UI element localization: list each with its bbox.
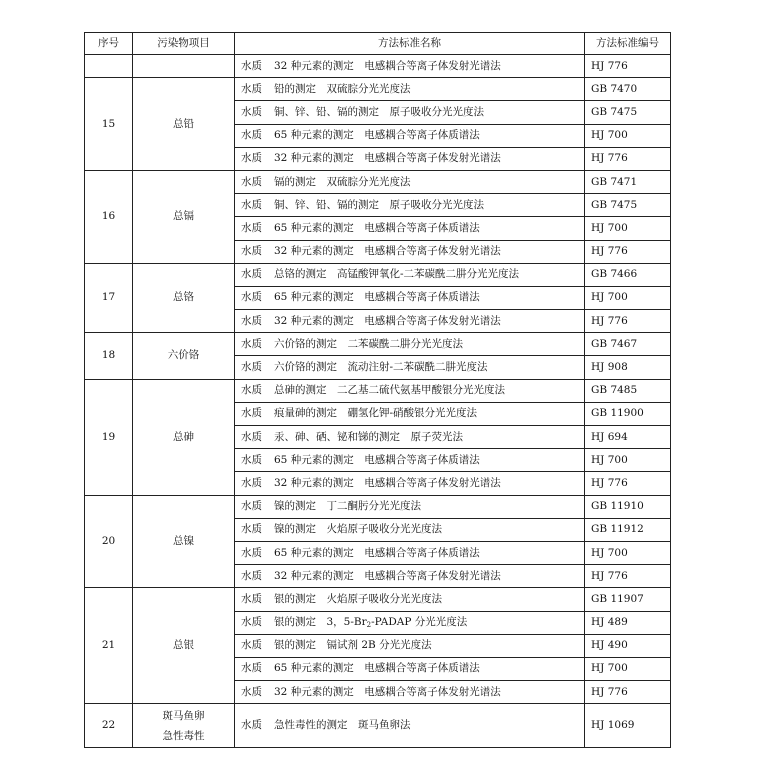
- method-name-text: 铜、锌、铅、镉的测定 原子吸收分光光度法: [274, 105, 484, 118]
- method-code-cell: HJ 776: [585, 240, 671, 263]
- method-name-cell: [235, 310, 585, 333]
- method-code-cell: HJ 776: [585, 472, 671, 495]
- method-category: 水质: [241, 639, 262, 652]
- method-name-cell: [235, 565, 585, 588]
- method-category: 水质: [241, 175, 262, 188]
- method-category: 水质: [241, 662, 262, 675]
- method-name-text: 32 种元素的测定 电感耦合等离子体发射光谱法: [274, 476, 501, 489]
- method-name-cell: [235, 541, 585, 564]
- method-name-text: 32 种元素的测定 电感耦合等离子体发射光谱法: [274, 59, 501, 72]
- method-name-cell: [235, 240, 585, 263]
- pollutant-cell: 总铬: [133, 263, 235, 333]
- method-code-cell: GB 7466: [585, 263, 671, 286]
- method-name-text: 32 种元素的测定 电感耦合等离子体发射光谱法: [274, 314, 501, 327]
- header-seq: 序号: [85, 33, 133, 55]
- method-name-text: 65 种元素的测定 电感耦合等离子体质谱法: [274, 662, 480, 675]
- method-name-text: 65 种元素的测定 电感耦合等离子体质谱法: [274, 546, 480, 559]
- method-name-text: 32 种元素的测定 电感耦合等离子体发射光谱法: [274, 245, 501, 258]
- method-name-cell: [235, 518, 585, 541]
- method-code-cell: GB 11912: [585, 518, 671, 541]
- method-name-text: -PADAP 分光光度法: [371, 616, 468, 629]
- method-code-cell: HJ 489: [585, 611, 671, 634]
- method-name-cell: [235, 379, 585, 402]
- method-name-text: 65 种元素的测定 电感耦合等离子体质谱法: [274, 453, 480, 466]
- table-row: [85, 379, 671, 402]
- method-code-cell: HJ 776: [585, 147, 671, 170]
- seq-cell: 15: [85, 78, 133, 171]
- method-name-cell: [235, 704, 585, 748]
- method-code-cell: GB 11910: [585, 495, 671, 518]
- header-row: [85, 33, 671, 55]
- pollutant-cell: 总砷: [133, 379, 235, 495]
- seq-cell: 16: [85, 170, 133, 263]
- method-code-cell: GB 11907: [585, 588, 671, 611]
- method-name-text: 镍的测定 火焰原子吸收分光光度法: [274, 523, 442, 536]
- method-name-text: 六价铬的测定 二苯碳酰二肼分光光度法: [274, 337, 463, 350]
- method-category: 水质: [241, 245, 262, 258]
- method-name-cell: [235, 495, 585, 518]
- method-code-cell: GB 7471: [585, 170, 671, 193]
- method-name-text: 总铬的测定 高锰酸钾氧化-二苯碳酰二肼分光光度法: [274, 268, 520, 281]
- method-category: 水质: [241, 453, 262, 466]
- method-name-cell: [235, 657, 585, 680]
- method-name-cell: [235, 263, 585, 286]
- method-code-cell: HJ 700: [585, 286, 671, 309]
- method-category: 水质: [241, 82, 262, 95]
- method-category: 水质: [241, 105, 262, 118]
- seq-cell: 21: [85, 588, 133, 704]
- pollutant-cell: [133, 55, 235, 78]
- method-category: 水质: [241, 59, 262, 72]
- method-code-cell: HJ 776: [585, 310, 671, 333]
- method-name-text: 铅的测定 双硫腙分光光度法: [274, 82, 411, 95]
- method-code-cell: GB 7470: [585, 78, 671, 101]
- method-name-text: 急性毒性的测定 斑马鱼卵法: [274, 719, 411, 732]
- method-category: 水质: [241, 476, 262, 489]
- table-row: [85, 263, 671, 286]
- header-pollutant: 污染物项目: [133, 33, 235, 55]
- method-category: 水质: [241, 592, 262, 605]
- method-code-cell: HJ 908: [585, 356, 671, 379]
- method-name-text: 32 种元素的测定 电感耦合等离子体发射光谱法: [274, 152, 501, 165]
- method-code-cell: HJ 1069: [585, 704, 671, 748]
- method-name-cell: [235, 333, 585, 356]
- method-standards-table: [84, 32, 671, 748]
- method-name-text: 镉的测定 双硫腙分光光度法: [274, 175, 411, 188]
- seq-cell: 22: [85, 704, 133, 748]
- method-code-cell: HJ 776: [585, 681, 671, 704]
- method-name-cell: [235, 217, 585, 240]
- method-category: 水质: [241, 361, 262, 374]
- method-name-text: 汞、砷、硒、铋和锑的测定 原子荧光法: [274, 430, 463, 443]
- method-category: 水质: [241, 314, 262, 327]
- method-name-cell: [235, 286, 585, 309]
- table-row: [85, 333, 671, 356]
- header-method-code: 方法标准编号: [585, 33, 671, 55]
- pollutant-cell: 总铅: [133, 78, 235, 171]
- method-name-cell: [235, 681, 585, 704]
- pollutant-line: 斑马鱼卵: [162, 709, 205, 722]
- method-category: 水质: [241, 407, 262, 420]
- method-name-cell: [235, 170, 585, 193]
- method-category: 水质: [241, 523, 262, 536]
- method-name-cell: [235, 55, 585, 78]
- pollutant-cell: 总银: [133, 588, 235, 704]
- method-name-text: 银的测定 3，5-Br: [274, 616, 367, 629]
- method-name-cell: [235, 449, 585, 472]
- method-name-text: 32 种元素的测定 电感耦合等离子体发射光谱法: [274, 569, 501, 582]
- method-category: 水质: [241, 719, 262, 732]
- method-name-cell: [235, 147, 585, 170]
- method-name-cell: [235, 101, 585, 124]
- table-row: [85, 588, 671, 611]
- method-name-cell: [235, 402, 585, 425]
- seq-cell: 18: [85, 333, 133, 379]
- method-code-cell: HJ 700: [585, 449, 671, 472]
- table-body: [85, 55, 671, 748]
- method-category: 水质: [241, 430, 262, 443]
- method-category: 水质: [241, 500, 262, 513]
- method-category: 水质: [241, 546, 262, 559]
- pollutant-line: 急性毒性: [162, 729, 205, 742]
- method-code-cell: HJ 776: [585, 565, 671, 588]
- pollutant-cell: [133, 704, 235, 748]
- method-code-cell: GB 7467: [585, 333, 671, 356]
- method-name-text: 六价铬的测定 流动注射-二苯碳酰二肼光度法: [274, 361, 488, 374]
- table-row: [85, 78, 671, 101]
- method-name-subscript: 2: [366, 621, 372, 630]
- method-category: 水质: [241, 268, 262, 281]
- method-name-cell: [235, 588, 585, 611]
- method-code-cell: HJ 700: [585, 541, 671, 564]
- method-name-cell: [235, 124, 585, 147]
- method-category: 水质: [241, 685, 262, 698]
- method-name-text: 32 种元素的测定 电感耦合等离子体发射光谱法: [274, 685, 501, 698]
- method-name-cell: [235, 356, 585, 379]
- method-code-cell: HJ 700: [585, 217, 671, 240]
- method-code-cell: HJ 694: [585, 426, 671, 449]
- method-name-text: 镍的测定 丁二酮肟分光光度法: [274, 500, 421, 513]
- pollutant-cell: 总镍: [133, 495, 235, 588]
- method-category: 水质: [241, 291, 262, 304]
- seq-cell: 19: [85, 379, 133, 495]
- method-code-cell: HJ 776: [585, 55, 671, 78]
- method-name-cell: [235, 634, 585, 657]
- header-method-name: 方法标准名称: [235, 33, 585, 55]
- table-row: [85, 55, 671, 78]
- method-code-cell: GB 7485: [585, 379, 671, 402]
- method-category: 水质: [241, 129, 262, 142]
- method-category: 水质: [241, 616, 262, 629]
- table-row: [85, 704, 671, 748]
- seq-cell: [85, 55, 133, 78]
- method-code-cell: GB 11900: [585, 402, 671, 425]
- seq-cell: 17: [85, 263, 133, 333]
- method-category: 水质: [241, 337, 262, 350]
- method-category: 水质: [241, 384, 262, 397]
- table-row: [85, 170, 671, 193]
- method-name-cell: [235, 78, 585, 101]
- method-name-cell: [235, 611, 585, 634]
- method-name-cell: [235, 426, 585, 449]
- pollutant-cell: 六价铬: [133, 333, 235, 379]
- method-name-cell: [235, 194, 585, 217]
- method-code-cell: HJ 700: [585, 124, 671, 147]
- method-category: 水质: [241, 152, 262, 165]
- method-name-text: 铜、锌、铅、镉的测定 原子吸收分光光度法: [274, 198, 484, 211]
- method-code-cell: HJ 700: [585, 657, 671, 680]
- method-name-cell: [235, 472, 585, 495]
- method-code-cell: GB 7475: [585, 194, 671, 217]
- method-name-text: 痕量砷的测定 硼氢化钾-硝酸银分光光度法: [274, 407, 478, 420]
- method-category: 水质: [241, 198, 262, 211]
- seq-cell: 20: [85, 495, 133, 588]
- method-name-text: 65 种元素的测定 电感耦合等离子体质谱法: [274, 291, 480, 304]
- table-row: [85, 495, 671, 518]
- method-code-cell: HJ 490: [585, 634, 671, 657]
- pollutant-cell: 总镉: [133, 170, 235, 263]
- method-name-text: 银的测定 火焰原子吸收分光光度法: [274, 592, 442, 605]
- method-name-text: 总砷的测定 二乙基二硫代氨基甲酸银分光光度法: [274, 384, 505, 397]
- method-code-cell: GB 7475: [585, 101, 671, 124]
- method-name-text: 银的测定 镉试剂 2B 分光光度法: [274, 639, 432, 652]
- method-category: 水质: [241, 221, 262, 234]
- method-name-text: 65 种元素的测定 电感耦合等离子体质谱法: [274, 221, 480, 234]
- method-category: 水质: [241, 569, 262, 582]
- method-name-text: 65 种元素的测定 电感耦合等离子体质谱法: [274, 129, 480, 142]
